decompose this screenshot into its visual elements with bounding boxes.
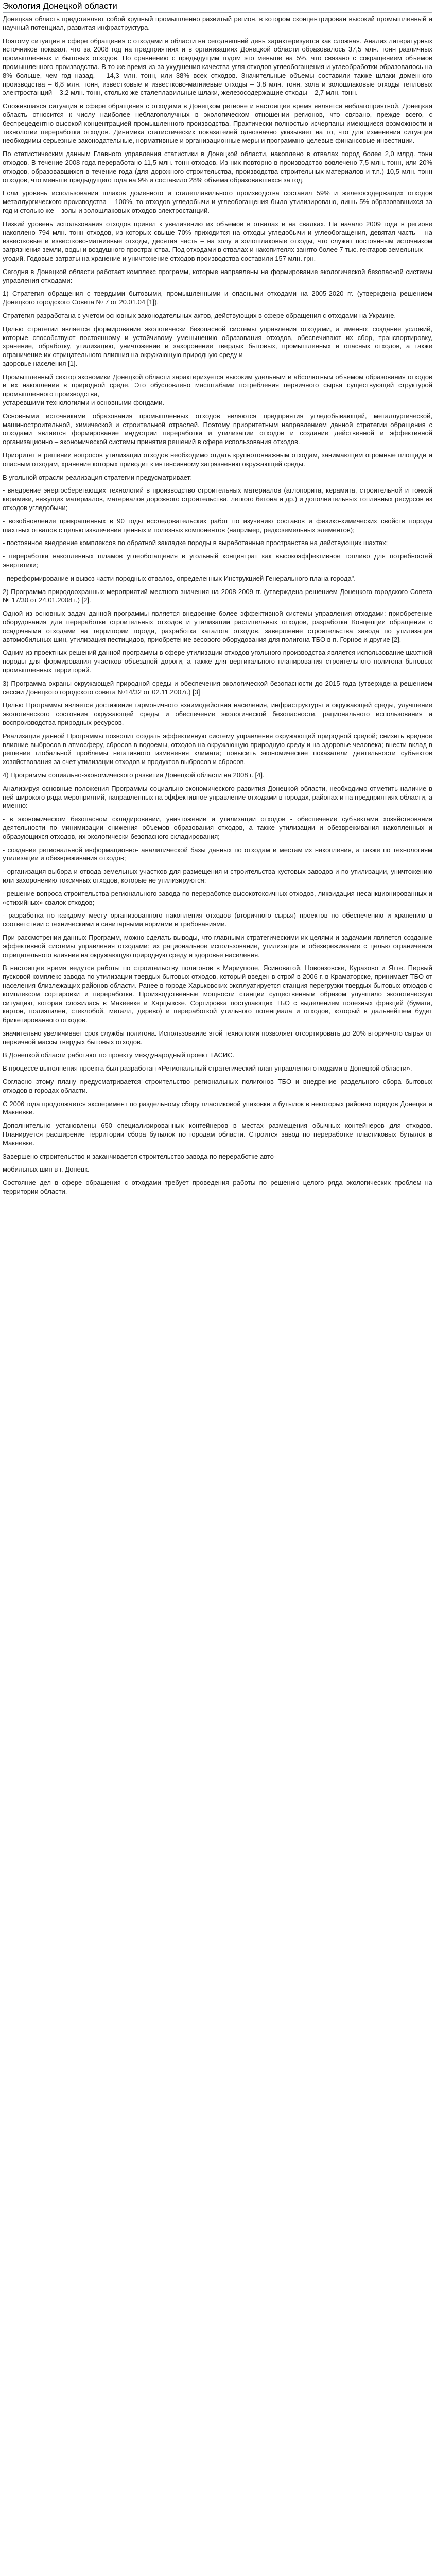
paragraph: - внедрение энергосберегающих технологий в производство строительных материалов (аглопорита, керамита, строительной и тонкой керамики, вяжущих материалов, материалов дорожного строительства, легкого бетона и др.) и дополнительных топливных ресурсов из отходов угледобычи; bbox=[3, 486, 432, 512]
paragraph: - разработка по каждому месту организованного накопления отходов (вторичного сырья) проектов по обеспечению и хранению в соответствии с техническими и санитарными нормами и требованиями. bbox=[3, 911, 432, 928]
paragraph: - решение вопроса строительства регионального завода по переработке высокотоксичных отходов, ликвидация несанкционированных и «стихийных» свалок отходов; bbox=[3, 889, 432, 906]
paragraph: С 2006 года продолжается эксперимент по раздельному сбору пластиковой упаковки и бутылок в некоторых районах городов Донецка и Макеевки. bbox=[3, 1099, 432, 1116]
paragraph: - в экономическом безопасном складировании, уничтожении и утилизации отходов - обеспечение субъектами хозяйствования деятельности по минимизации снижения объемов образования отходов, а также утилизации и обезвреживания накопленных и образующихся отходов, их экологически безопасного складирования; bbox=[3, 815, 432, 840]
paragraph: По статистическим данным Главного управления статистики в Донецкой области, накоплено в отвалах пород более 2,0 млрд. тонн отходов. В течение 2008 года переработано 11,5 млн. тонн отходов. Из них повторно в производство вовлечено 7,5 млн. тонн, или 20% отходов, образовавшихся в течение года (для дорожного строительства, производства строительных материалов и т.п.) 10,5 млн. тонн отходов, что меньше предыдущего года на 9% и составило 28% объема образовавшихся за год. bbox=[3, 150, 432, 184]
paragraph: 3) Программа охраны окружающей природной среды и обеспечения экологической безопасности до 2015 года (утверждена решением сессии Донецкого городского совета №14/32 от 02.11.2007г.) [3] bbox=[3, 679, 432, 696]
paragraph: 1) Стратегия обращения с твердыми бытовыми, промышленными и опасными отходами на 2005-2020 гг. (утверждена решением Донецкого городского Совета № 7 от 20.01.04 [1]). bbox=[3, 290, 432, 307]
paragraph: угодий. Годовые затраты на хранение и уничтожение отходов производства составили 157 млн. грн. bbox=[3, 254, 316, 262]
paragraph: - организация выбора и отвода земельных участков для размещения и строительства кустовых заводов и по утилизации, уничтожению или захоронению токсичных отходов, которые не утилизируются; bbox=[3, 868, 432, 884]
paragraph: Приоритет в решении вопросов утилизации отходов необходимо отдать крупнотоннажным отходам, занимающим огромные площади и опасным отходам, хранение которых приводит к интенсивному загрязнению окружающей среды. bbox=[3, 451, 432, 468]
paragraph: Низкий уровень использования отходов привел к увеличению их объемов в отвалах и на свалках. На начало 2009 года в регионе накоплено 794 млн. тонн отходов, из которых свыше 70% приходится на отходы угледобычи и углеобогащения, девятая часть – на известковые и известково-магниевые отходы, десятая часть – на золу и золошлаковые отходы, что служит постоянным источником загрязнения земли, воды и воздушного пространства. Под отходами в отвалах и накопителях занято более 7 тыс. гектаров земельных bbox=[3, 219, 432, 254]
paragraph: Состояние дел в сфере обращения с отходами требует проведения работы по решению целого ряда экологических проблем на территории области. bbox=[3, 1179, 432, 1196]
paragraph: Стратегия разработана с учетом основных законодательных актов, действующих в сфере обращения с отходами на Украине. bbox=[3, 311, 396, 319]
paragraph: Поэтому ситуация в сфере обращения с отходами в области на сегодняшний день характеризуется как сложная. Анализ литературных источников показал, что за 2008 год на предприятиях и в организациях Донецкой области образовалось 37,5 млн. тонн различных промышленных и бытовых отходов. По сравнению с предыдущим годом это меньше на 5%, что связано с сокращением объемов промышленного производства. В то же время из-за ухудшения качества угля отходов углеобогащения и углеобработки образовалось на 8% больше, чем год назад, – 14,3 млн. тонн, или 38% всех отходов. Значительные объемы составили также шлаки доменного производства – 6,8 млн. тонн, известковые и известково-магниевые отходы – 3,8 млн. тонн, зола и золошлаковые отходы тепловых электростанций – 3,2 млн. тонн, столько же сталеплавильные шлаки, железосодержащие отходы – 2,7 млн. тонн. bbox=[3, 37, 432, 97]
paragraph: 4) Программы социально-экономического развития Донецкой области на 2008 г. [4]. bbox=[3, 771, 265, 779]
paragraph: здоровье населения [1]. bbox=[3, 359, 78, 367]
paragraph: устаревшими технологиями и основными фондами. bbox=[3, 399, 164, 407]
paragraph: В процессе выполнения проекта был разработан «Региональный стратегический план управления отходами в Донецкой области». bbox=[3, 1064, 412, 1073]
paragraph: Донецкая область представляет собой крупный промышленно развитый регион, в котором сконцентрирован высокий промышленный и научный потенциал, развитая инфраструктура. bbox=[3, 15, 432, 31]
paragraph: Целью стратегии является формирование экологически безопасной системы управления отходами, а именно: создание условий, которые способствуют постоянному и устойчивому уменьшению образования отходов, обеспечивают их сбор, транспортировку, хранение, обработку, утилизацию, уничтожение и захоронение твердых бытовых, промышленных и опасных отходов, а также ограничение их отрицательного влияния на окружающую природную среду и bbox=[3, 325, 432, 359]
paragraph: Если уровень использования шлаков доменного и сталеплавильного производства составил 59% и железосодержащих отходов металлургического производства – 100%, то отходов угледобычи и углеобогащения было утилизировано, лишь 5% образовавшихся за год и столько же – золы и золошлаковых отходов электростанций. bbox=[3, 189, 432, 214]
paragraph: Целью Программы является достижение гармоничного взаимодействия населения, инфраструктуры и окружающей среды, улучшение экологического состояния окружающей среды и обеспечение экологической безопасности, рационального использования и воспроизводства природных ресурсов. bbox=[3, 701, 432, 726]
paragraph: Основными источниками образования промышленных отходов являются предприятия угледобывающей, металлургической, машиностроительной, химической и строительной отраслей. Поэтому приоритетным направлением данной стратегии обращения с отходами является формирование индустрии переработки и утилизации отходов и создание действенной и эффективной организационно – экономической системы принятия решений в сфере использования отходов. bbox=[3, 412, 432, 446]
paragraph: Завершено строительство и заканчивается строительство завода по переработке авто- bbox=[3, 1152, 276, 1160]
paragraph: - постоянное внедрение комплексов по обратной закладке породы в выработанные пространства на действующих шахтах; bbox=[3, 539, 388, 547]
paragraph: В настоящее время ведутся работы по строительству полигонов в Мариуполе, Ясиноватой, Новоазовске, Курахово и Ятте. Первый пусковой комплекс завода по утилизации твердых бытовых отходов, который введен в строй в 2006 г. в Краматорске, принимает ТБО от населения близлежащих районов области. Ранее в городе Харьковских эксплуатируется станция перегрузки твердых бытовых отходов с комплексом сортировки и переработки. Производственные мощности станции существенным образом улучшило экологическую ситуацию, которая сложилась в Макеевке и Харцызске. Сортировка поступающих ТБО с выделением полезных фракций (бумага, картон, полиэтилен, стеклобой, металл, дерево) и переработкой утильного потенциала и отходов, который в дальнейшем будет брикетированного отходов. bbox=[3, 964, 432, 1024]
paragraph: В Донецкой области работают по проекту международный проект ТАСИС. bbox=[3, 1051, 235, 1059]
article-body bbox=[3, 15, 432, 1196]
paragraph: Сегодня в Донецкой области работает комплекс программ, которые направлены на формирование экологической безопасной системы управления отходами: bbox=[3, 267, 432, 284]
paragraph: Промышленный сектор экономики Донецкой области характеризуется высоким удельным и абсолютным объемом образования отходов и их накопления в природной среде. Это обусловлено масштабами потребления первичного сырья существующей структурой промышленного производства, bbox=[3, 372, 432, 398]
paragraph: 2) Программа природоохранных мероприятий местного значения на 2008-2009 гг. (утверждена решением Донецкого городского Совета № 17/30 от 24.01.2008 г.) [2]. bbox=[3, 587, 432, 604]
paragraph: значительно увеличивает срок службы полигона. Использование этой технологии позволяет отсортировать до 20% вторичного сырья от первичной массы твердых бытовых отходов. bbox=[3, 1029, 432, 1046]
paragraph: - возобновление прекращенных в 90 годы исследовательских работ по изучению составов и физико-химических свойств породы шахтных отвалов с целью извлечения ценных и полезных компонентов (например, редкоземельных элементов); bbox=[3, 517, 432, 534]
paragraph: Согласно этому плану предусматривается строительство региональных полигонов ТБО и внедрение раздельного сбора бытовых отходов в городах области. bbox=[3, 1078, 432, 1094]
page bbox=[0, 0, 436, 1206]
paragraph: Одной из основных задач данной программы является внедрение более эффективной системы управления отходами: приобретение оборудования для переработки строительных отходов и утилизации растительных отходов, разработка Концепции обращения с осадочными отходами на территории города, разработка каталога отходов, завершение строительства завода по утилизации автомобильных шин, утилизация пестицидов, приобретение весового оборудования для полигона ТБО в п. Горное и другие [2]. bbox=[3, 609, 432, 643]
paragraph: мобильных шин в г. Донецк. bbox=[3, 1165, 90, 1174]
paragraph: - переработка накопленных шламов углеобогащения в угольный концентрат как высокоэффективное топливо для потребностей энергетики; bbox=[3, 552, 432, 569]
paragraph: В угольной отрасли реализация стратегии предусматривает: bbox=[3, 473, 193, 481]
paragraph: Одним из проектных решений данной программы в сфере утилизации отходов угольного производства является использование шахтной породы для формирования участков объездной дороги, а также для вертикального планирования строительного полигона бытовых промышленных территорий. bbox=[3, 649, 432, 674]
paragraph: - переформирование и вывоз части породных отвалов, определенных Инструкцией Генерального плана города". bbox=[3, 574, 356, 582]
paragraph: Сложившаяся ситуация в сфере обращения с отходами в Донецком регионе и настоящее время является неблагоприятной. Донецкая область относится к числу наиболее неблагополучных в экологическом отношении регионов, что связано, прежде всего, с беспрецедентно высокой концентрацией промышленного производства. Практически полностью исчерпаны имеющиеся возможности и технологии переработки отходов. Динамика статистических показателей однозначно указывает на то, что для изменения ситуации необходимы серьезные законодательные, нормативные и организационные меры и программно-целевые финансовые инвестиции. bbox=[3, 102, 432, 145]
paragraph: - создание региональной информационно- аналитической базы данных по отходам и местам их накопления, а также по технологиям утилизации и обезвреживания отходов; bbox=[3, 845, 432, 862]
paragraph: При рассмотрении данных Программ, можно сделать выводы, что главными стратегическими их целями и задачами является создание эффективной системы управления отходами: их рациональное использование, утилизация и обезвреживание с целью ограничения отрицательного влияния на окружающую природную среду и здоровье населения. bbox=[3, 933, 432, 959]
paragraph: Дополнительно установлены 650 специализированных контейнеров в местах размещения обычных контейнеров для отходов. Планируется расширение территории сбора бутылок по городам области. Строится завод по переработке пластиковых бутылок в Макеевке. bbox=[3, 1122, 432, 1147]
page-title: Экология Донецкой области bbox=[3, 1, 432, 13]
paragraph: Анализируя основные положения Программы социально-экономического развития Донецкой области, необходимо отметить наличие в ней широкого ряда мероприятий, направленных на эффективное управление отходами в городах, районах и на предприятиях области, а именно: bbox=[3, 784, 432, 810]
paragraph: Реализация данной Программы позволит создать эффективную систему управления окружающей природной средой; снизить вредное влияние выбросов в атмосферу, сбросов в водоемы, отходов на окружающую природную среду и на здоровье человека; внести вклад в решение глобальной проблемы негативного изменения климата; повысить экономические показатели деятельности субъектов хозяйствования за счет утилизации отходов и продуктов выбросов и сбросов. bbox=[3, 732, 432, 766]
